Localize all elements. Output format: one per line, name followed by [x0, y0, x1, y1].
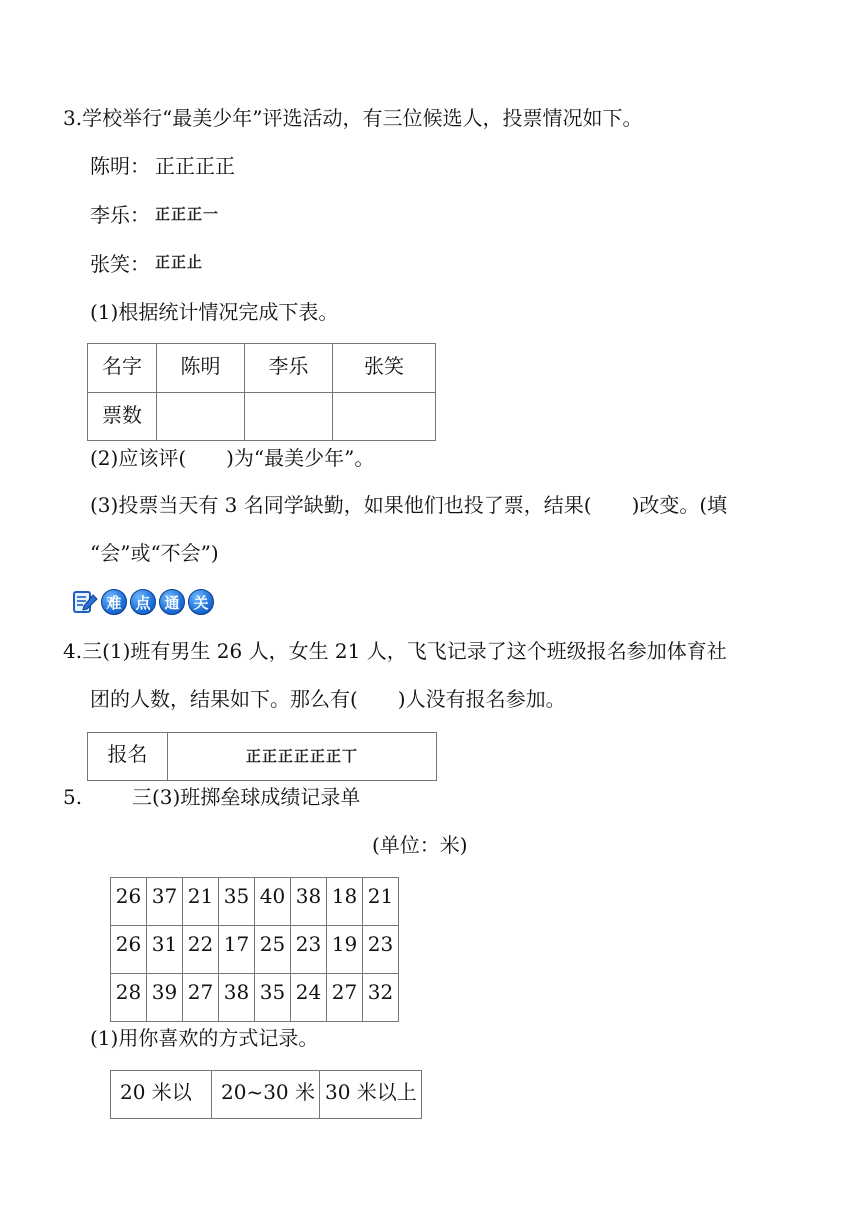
badge-char-3: 通 — [159, 589, 185, 615]
badge-char-1: 难 — [101, 589, 127, 615]
note-pencil-icon — [72, 589, 98, 615]
score-row — [111, 878, 399, 926]
score-cell: 35 — [255, 974, 291, 1022]
q3-sub3-line2: “会”或“不会”) — [90, 541, 219, 565]
score-cell: 38 — [291, 878, 327, 926]
q3-sub1: (1)根据统计情况完成下表。 — [90, 300, 339, 324]
signup-table — [87, 732, 437, 781]
range-table — [110, 1070, 422, 1119]
score-cell: 38 — [219, 974, 255, 1022]
q5-number: 5. — [63, 785, 83, 809]
score-cell: 26 — [111, 926, 147, 974]
voter-label-lile: 李乐： — [90, 203, 150, 227]
score-table — [110, 877, 399, 1022]
score-cell: 27 — [183, 974, 219, 1022]
score-row — [111, 974, 399, 1022]
header-name: 名字 — [88, 344, 157, 393]
voter-tally-lile: 正正正一 — [155, 205, 220, 223]
score-cell: 19 — [327, 926, 363, 974]
answer-cell-lile[interactable] — [245, 393, 333, 441]
voter-label-chenming: 陈明： — [90, 154, 150, 178]
q4-line1: 4.三(1)班有男生 26 人，女生 21 人，飞飞记录了这个班级报名参加体育社 — [63, 639, 727, 663]
score-cell: 18 — [327, 878, 363, 926]
score-cell: 25 — [255, 926, 291, 974]
badge-char-2: 点 — [130, 589, 156, 615]
score-cell: 17 — [219, 926, 255, 974]
header-zhangxiao: 张笑 — [333, 344, 436, 393]
range-20-30: 20~30 米 — [212, 1071, 320, 1119]
row-label-votes: 票数 — [88, 393, 157, 441]
voter-tally-zhangxiao: 正正止 — [155, 253, 204, 271]
voter-tally-chenming: 正正正正 — [155, 154, 235, 178]
score-cell: 22 — [183, 926, 219, 974]
q3-prompt: 3.学校举行“最美少年”评选活动，有三位候选人，投票情况如下。 — [63, 106, 643, 130]
score-cell: 31 — [147, 926, 183, 974]
signup-tally: 正正正正正正丅 — [245, 747, 358, 765]
answer-cell-zhangxiao[interactable] — [333, 393, 436, 441]
score-cell: 21 — [363, 878, 399, 926]
badge-char-4: 关 — [188, 589, 214, 615]
range-above-30: 30 米以上 — [320, 1071, 422, 1119]
q4-line2: 团的人数，结果如下。那么有( )人没有报名参加。 — [90, 687, 566, 711]
score-cell: 35 — [219, 878, 255, 926]
score-cell: 28 — [111, 974, 147, 1022]
score-row — [111, 926, 399, 974]
score-cell: 23 — [291, 926, 327, 974]
header-chenming: 陈明 — [157, 344, 245, 393]
q3-sub2: (2)应该评( )为“最美少年”。 — [90, 446, 375, 470]
score-cell: 32 — [363, 974, 399, 1022]
q5-unit: (单位：米) — [372, 833, 468, 857]
vote-count-table — [87, 343, 436, 441]
difficulty-badge — [72, 588, 214, 616]
score-cell: 26 — [111, 878, 147, 926]
score-cell: 23 — [363, 926, 399, 974]
voter-label-zhangxiao: 张笑： — [90, 252, 150, 276]
score-cell: 39 — [147, 974, 183, 1022]
score-cell: 37 — [147, 878, 183, 926]
range-below-20: 20 米以 — [111, 1071, 212, 1119]
score-cell: 21 — [183, 878, 219, 926]
header-lile: 李乐 — [245, 344, 333, 393]
score-cell: 24 — [291, 974, 327, 1022]
q5-title: 三(3)班掷垒球成绩记录单 — [132, 785, 361, 809]
score-cell: 27 — [327, 974, 363, 1022]
score-cell: 40 — [255, 878, 291, 926]
answer-cell-chenming[interactable] — [157, 393, 245, 441]
q5-sub1: (1)用你喜欢的方式记录。 — [90, 1026, 319, 1050]
q3-sub3-line1: (3)投票当天有 3 名同学缺勤，如果他们也投了票，结果( )改变。(填 — [90, 493, 728, 517]
signup-label: 报名 — [88, 733, 168, 781]
